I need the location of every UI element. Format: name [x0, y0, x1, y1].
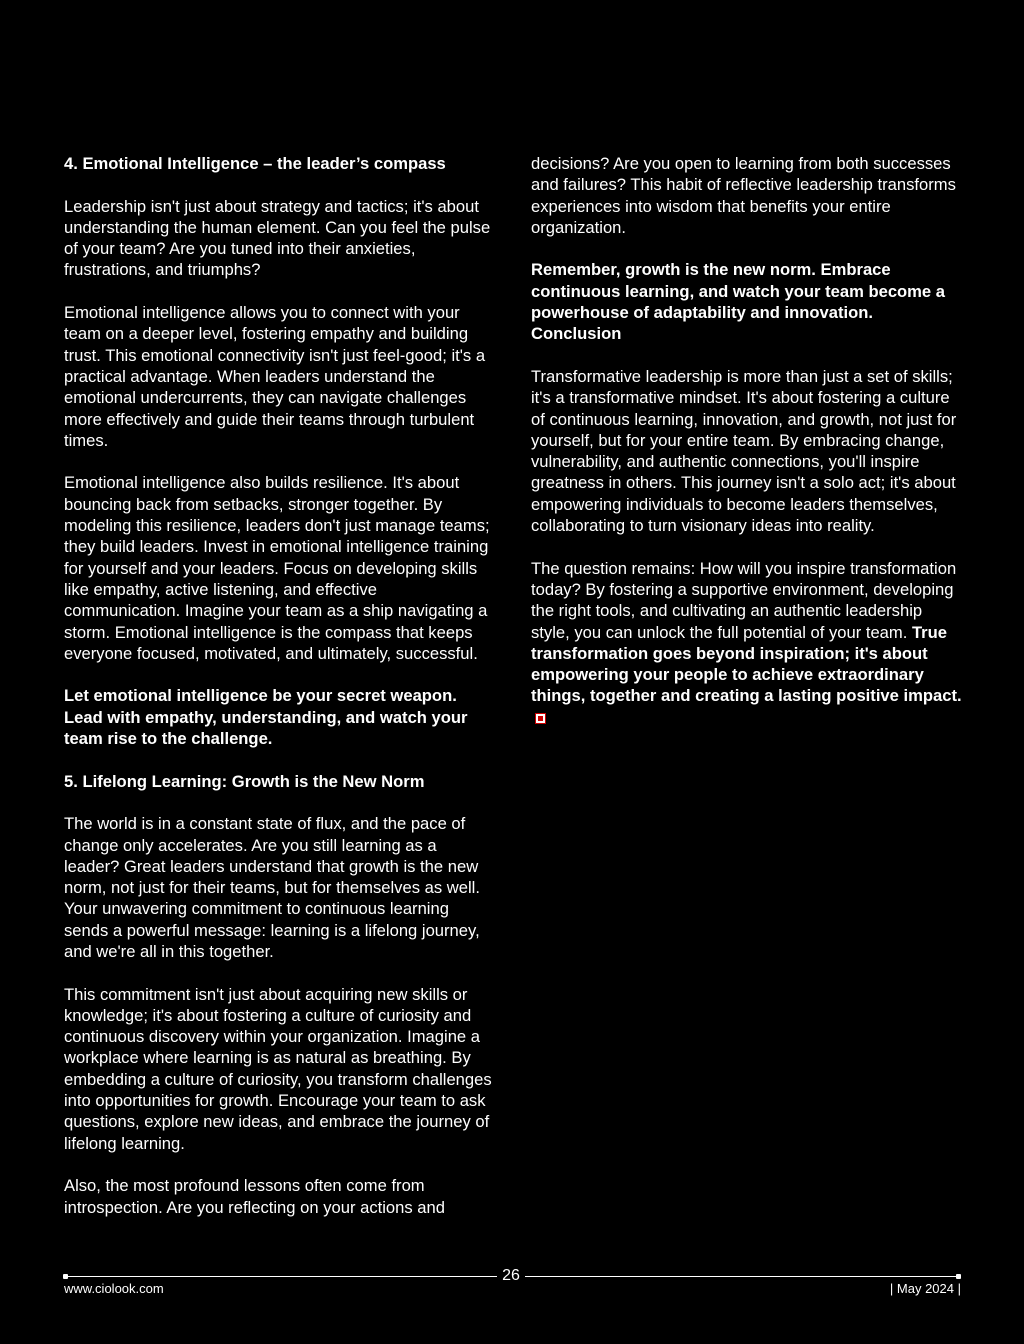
end-of-article-icon	[535, 713, 546, 724]
paragraph: Also, the most profound lessons often come from introspection. Are you reflecting on your actions and	[64, 1176, 445, 1217]
footer-rule-right	[525, 1276, 960, 1277]
paragraph: Emotional intelligence also builds resilience. It's about bouncing back from setbacks, stronger together. By modeling this resilience, leaders don't just manage teams; they build leaders. Invest in emotional intelligence training for yourself and your leaders. Focus on developing skills like empathy, active listening, and effective communication. Imagine your team as a ship navigating a storm. Emotional intelligence is the compass that keeps everyone focused, motivated, and ultimately, successful.	[64, 473, 490, 663]
closing-text: The question remains: How will you inspire transformation today? By fostering a supportive environment, developing the right tools, and cultivating an authentic leadership style, you can unlock the full potential of your team.	[531, 558, 957, 642]
paragraph: This commitment isn't just about acquiring new skills or knowledge; it's about fostering a culture of curiosity and continuous discovery within your organization. Imagine a workplace where learning is as natural as breathing. By embedding a culture of curiosity, you transform challenges into opportunities for growth. Encourage your team to ask questions, explore new ideas, and embrace the journey of lifelong learning.	[64, 984, 492, 1153]
paragraph: The world is in a constant state of flux, and the pace of change only accelerates. Are you still learning as a leader? Great leaders understand that growth is the new norm, not just for their teams, but for themselves as well. Your unwavering commitment to continuous learning sends a powerful message: learning is a lifelong journey, and we're all in this together.	[64, 814, 480, 961]
paragraph: Leadership isn't just about strategy and tactics; it's about understanding the human element. Can you feel the pulse of your team? Are you tuned into their anxieties, frustrations, and triumphs?	[64, 196, 491, 280]
closing-bold-text: True transformation goes beyond inspiration; it's about empowering your people to achieve extraordinary things, together and creating a lasting positive impact.	[531, 622, 962, 706]
page-number: 26	[502, 1267, 520, 1284]
callout-paragraph: Remember, growth is the new norm. Embrace continuous learning, and watch your team become a powerhouse of adaptability and innovation.	[531, 260, 946, 323]
section-heading-lifelong-learning: 5. Lifelong Learning: Growth is the New Norm	[64, 771, 425, 791]
left-column	[64, 153, 496, 1239]
paragraph: decisions? Are you open to learning from both successes and failures? This habit of reflective leadership transforms experiences into wisdom that benefits your entire organization.	[531, 154, 956, 237]
section-heading-conclusion: Conclusion	[531, 324, 622, 344]
callout-paragraph: Let emotional intelligence be your secret weapon. Lead with empathy, understanding, and watch your team rise to the challenge.	[64, 686, 468, 749]
closing-paragraph	[531, 558, 963, 728]
footer-issue-date: | May 2024 |	[889, 1281, 961, 1296]
paragraph: Transformative leadership is more than just a set of skills; it's a transformative mindset. It's about fostering a culture of continuous learning, innovation, and growth, not just for yourself, but for your entire team. By embracing change, vulnerability, and authentic connections, you'll inspire greatness in others. This journey isn't a solo act; it's about empowering individuals to become leaders themselves, collaborating to turn visionary ideas into reality.	[531, 366, 957, 536]
right-column	[531, 153, 963, 749]
paragraph: Emotional intelligence allows you to connect with your team on a deeper level, fostering empathy and building trust. This emotional connectivity isn't just feel-good; it's a practical advantage. When leaders understand the emotional undercurrents, they can navigate challenges more effectively and guide their teams through turbulent times.	[64, 303, 486, 450]
footer-rule-left	[64, 1276, 497, 1277]
footer-website: www.ciolook.com	[64, 1281, 164, 1296]
footer-rule-endpoint	[956, 1274, 961, 1279]
section-heading-emotional-intelligence: 4. Emotional Intelligence – the leader’s compass	[64, 154, 446, 173]
callout-block	[531, 259, 963, 344]
